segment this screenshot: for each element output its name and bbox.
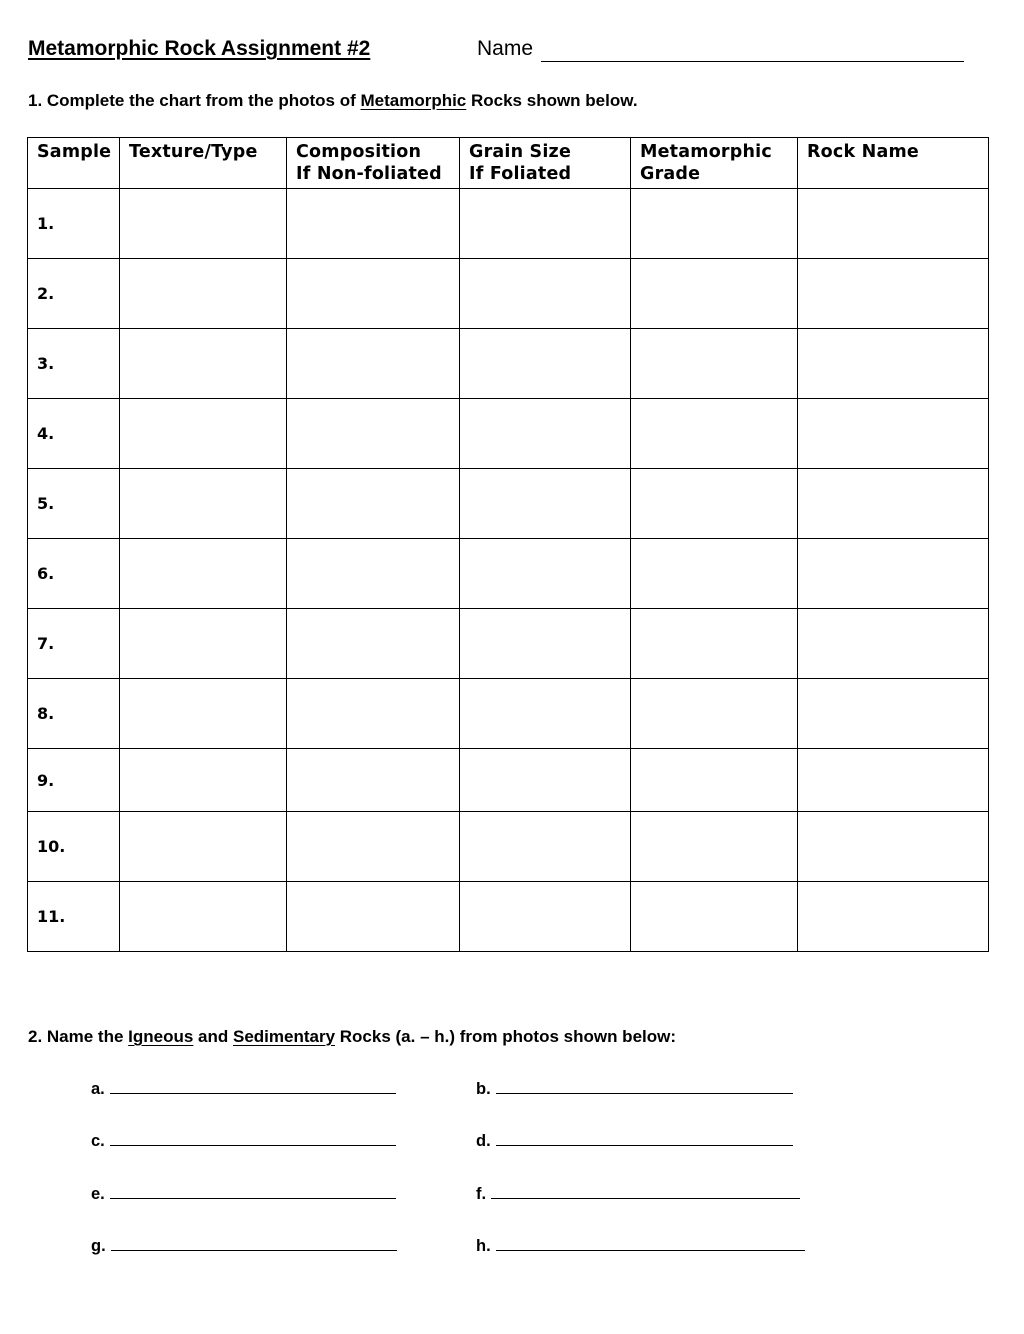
- col-header-composition: Composition If Non-foliated: [287, 138, 460, 189]
- col-header-texture-type: Texture/Type: [120, 138, 287, 189]
- texture-type-cell[interactable]: [120, 882, 287, 952]
- metamorphic-grade-cell[interactable]: [631, 882, 798, 952]
- texture-type-cell[interactable]: [120, 189, 287, 259]
- texture-type-cell[interactable]: [120, 399, 287, 469]
- table-row: [28, 399, 989, 469]
- composition-cell[interactable]: [287, 259, 460, 329]
- sample-number: 9.: [28, 749, 120, 812]
- sample-number: 4.: [28, 399, 120, 469]
- table-row: [28, 259, 989, 329]
- grain-size-cell[interactable]: [460, 812, 631, 882]
- sample-number: 1.: [28, 189, 120, 259]
- name-label: Name: [477, 37, 534, 60]
- table-row: [28, 539, 989, 609]
- rock-name-cell[interactable]: [798, 399, 989, 469]
- table-row: [28, 609, 989, 679]
- composition-cell[interactable]: [287, 882, 460, 952]
- composition-cell[interactable]: [287, 189, 460, 259]
- question-1: [28, 91, 638, 111]
- answer-g-line[interactable]: [111, 1249, 397, 1251]
- metamorphic-grade-cell[interactable]: [631, 812, 798, 882]
- composition-cell[interactable]: [287, 469, 460, 539]
- rock-chart: [27, 137, 989, 952]
- question-1-keyword: Metamorphic: [360, 91, 467, 110]
- question-2-and: and: [193, 1027, 233, 1046]
- composition-cell[interactable]: [287, 329, 460, 399]
- answer-a-line[interactable]: [110, 1092, 396, 1094]
- answer-b-line[interactable]: [496, 1092, 793, 1094]
- table-row: [28, 679, 989, 749]
- answer-c: [91, 1132, 396, 1151]
- question-2: [28, 1027, 676, 1047]
- rock-name-cell[interactable]: [798, 609, 989, 679]
- rock-name-cell[interactable]: [798, 812, 989, 882]
- table-row: [28, 329, 989, 399]
- table-row: [28, 749, 989, 812]
- answer-f: [476, 1185, 800, 1204]
- table-row: [28, 882, 989, 952]
- composition-cell[interactable]: [287, 749, 460, 812]
- texture-type-cell[interactable]: [120, 609, 287, 679]
- page-title: Metamorphic Rock Assignment #2: [28, 37, 371, 60]
- answer-g: [91, 1237, 397, 1256]
- answer-e: [91, 1185, 396, 1204]
- question-2-sedimentary: Sedimentary: [233, 1027, 336, 1046]
- metamorphic-grade-cell[interactable]: [631, 679, 798, 749]
- answer-d: [476, 1132, 793, 1151]
- rock-name-cell[interactable]: [798, 749, 989, 812]
- rock-name-cell[interactable]: [798, 679, 989, 749]
- grain-size-cell[interactable]: [460, 329, 631, 399]
- answer-f-line[interactable]: [491, 1197, 800, 1199]
- metamorphic-grade-cell[interactable]: [631, 609, 798, 679]
- rock-name-cell[interactable]: [798, 189, 989, 259]
- answer-h: [476, 1237, 805, 1256]
- grain-size-cell[interactable]: [460, 609, 631, 679]
- sample-number: 3.: [28, 329, 120, 399]
- sample-number: 11.: [28, 882, 120, 952]
- texture-type-cell[interactable]: [120, 812, 287, 882]
- question-2-igneous: Igneous: [128, 1027, 194, 1046]
- table-row: [28, 189, 989, 259]
- col-header-rock-name: Rock Name: [798, 138, 989, 189]
- texture-type-cell[interactable]: [120, 679, 287, 749]
- answer-d-line[interactable]: [496, 1144, 793, 1146]
- table-row: [28, 812, 989, 882]
- composition-cell[interactable]: [287, 609, 460, 679]
- texture-type-cell[interactable]: [120, 749, 287, 812]
- question-2-suffix: Rocks (a. – h.) from photos shown below:: [335, 1027, 677, 1046]
- composition-cell[interactable]: [287, 679, 460, 749]
- metamorphic-grade-cell[interactable]: [631, 259, 798, 329]
- grain-size-cell[interactable]: [460, 679, 631, 749]
- answer-label: e.: [91, 1185, 105, 1203]
- table-row: [28, 469, 989, 539]
- answer-label: h.: [476, 1237, 491, 1255]
- answer-label: c.: [91, 1132, 105, 1150]
- rock-name-cell[interactable]: [798, 469, 989, 539]
- sample-number: 2.: [28, 259, 120, 329]
- sample-number: 8.: [28, 679, 120, 749]
- sample-number: 6.: [28, 539, 120, 609]
- metamorphic-grade-cell[interactable]: [631, 189, 798, 259]
- answer-label: b.: [476, 1080, 491, 1098]
- col-header-grain-size: Grain Size If Foliated: [460, 138, 631, 189]
- name-field[interactable]: [541, 61, 964, 62]
- answer-e-line[interactable]: [110, 1197, 396, 1199]
- grain-size-cell[interactable]: [460, 749, 631, 812]
- rock-name-cell[interactable]: [798, 539, 989, 609]
- answer-c-line[interactable]: [110, 1144, 396, 1146]
- rock-name-cell[interactable]: [798, 259, 989, 329]
- sample-number: 7.: [28, 609, 120, 679]
- grain-size-cell[interactable]: [460, 189, 631, 259]
- texture-type-cell[interactable]: [120, 329, 287, 399]
- metamorphic-grade-cell[interactable]: [631, 469, 798, 539]
- col-header-sample: Sample: [28, 138, 120, 189]
- rock-name-cell[interactable]: [798, 329, 989, 399]
- answer-label: g.: [91, 1237, 106, 1255]
- col-header-metamorphic-grade: Metamorphic Grade: [631, 138, 798, 189]
- sample-number: 10.: [28, 812, 120, 882]
- grain-size-cell[interactable]: [460, 882, 631, 952]
- metamorphic-grade-cell[interactable]: [631, 399, 798, 469]
- answer-label: a.: [91, 1080, 105, 1098]
- answer-b: [476, 1080, 793, 1099]
- texture-type-cell[interactable]: [120, 259, 287, 329]
- answer-h-line[interactable]: [496, 1249, 805, 1251]
- answer-label: d.: [476, 1132, 491, 1150]
- grain-size-cell[interactable]: [460, 399, 631, 469]
- grain-size-cell[interactable]: [460, 259, 631, 329]
- chart-header-row: [28, 138, 989, 189]
- answer-a: [91, 1080, 396, 1099]
- metamorphic-grade-cell[interactable]: [631, 329, 798, 399]
- grain-size-cell[interactable]: [460, 539, 631, 609]
- texture-type-cell[interactable]: [120, 539, 287, 609]
- composition-cell[interactable]: [287, 399, 460, 469]
- texture-type-cell[interactable]: [120, 469, 287, 539]
- sample-number: 5.: [28, 469, 120, 539]
- rock-name-cell[interactable]: [798, 882, 989, 952]
- metamorphic-grade-cell[interactable]: [631, 749, 798, 812]
- question-2-prefix: 2. Name the: [28, 1027, 129, 1046]
- composition-cell[interactable]: [287, 539, 460, 609]
- question-1-suffix: Rocks shown below.: [466, 91, 638, 110]
- metamorphic-grade-cell[interactable]: [631, 539, 798, 609]
- grain-size-cell[interactable]: [460, 469, 631, 539]
- question-1-prefix: 1. Complete the chart from the photos of: [28, 91, 361, 110]
- composition-cell[interactable]: [287, 812, 460, 882]
- answer-label: f.: [476, 1185, 487, 1203]
